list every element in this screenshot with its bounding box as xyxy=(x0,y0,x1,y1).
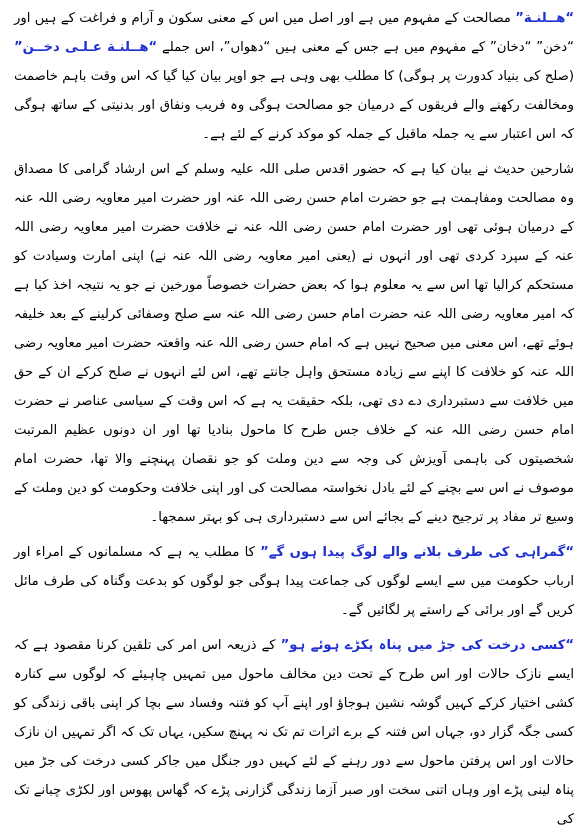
highlighted-term: “هــلنـة” xyxy=(515,11,574,26)
paragraph-text: مصالحت کے مفہوم میں ہے اور اصل میں اس کے معنی سکون و آرام و فراغت کے ہیں اور “دخن” “دخان” کے مفہوم میں ہے جس کے معنی ہیں “دھواں”، اس جملے xyxy=(14,11,574,55)
highlighted-term: “کسی درخت کی جڑ میں پناہ پکڑے ہوئے ہو” xyxy=(280,638,575,653)
paragraph-3 xyxy=(14,538,574,625)
paragraph-text: کا مطلب یہ ہے کہ مسلمانوں کے امراء اور ارباب حکومت میں سے ایسے لوگوں کی جماعت پیدا ہوگی جو لوگوں کو بدعت وگناہ کی طرف مائل کریں گے اور برائی کے راستے پر لگائیں گے۔ xyxy=(14,545,574,618)
paragraph-text: شارحین حدیث نے بیان کیا ہے کہ حضور اقدس صلی اللہ علیہ وسلم کے اس ارشاد گرامی کا مصداق وہ مصالحت ومفاہمت ہے جو حضرت امام حسن رضی اللہ عنہ اور حضرت امیر معاویہ رضی اللہ عنہ کے درمیان ہوئی تھی اور حضرت امام حسن رضی اللہ عنہ نے خلافت حضرت امیر معاویہ رضی اللہ عنہ کے سپرد کردی تھی اور انہوں نے (یعنی امیر معاویہ رضی اللہ عنہ نے) اپنی امارت وسیادت کو مستحکم کرالیا تھا اس سے یہ معلوم ہوا کہ بعض حضرات خصوصاً مورخین نے جو یہ نتیجہ اخذ کیا ہے کہ امیر معاویہ رضی اللہ عنہ حضرت امام حسن رضی اللہ عنہ سے صلح وصفائی کرلینے کے بعد خلیفہ ہوئے تھے، اس معنی میں صحیح نہیں ہے کہ امام حسن رضی اللہ عنہ واقعتہ حضرت امیر معاویہ رضی اللہ عنہ کو خلافت کا اپنے سے زیادہ مستحق واہل جانتے تھے، اس لئے انہوں نے صلح کرکے ان کے حق میں خلافت سے دستبرداری دے دی تھی، بلکہ حقیقت یہ ہے کہ اس وقت کے سیاسی عناصر نے حضرت امام حسن رضی اللہ عنہ کے خلاف جس طرح کا ماحول بنادیا تھا اور ان دونوں عظیم المرتبت شخصیتوں کی باہمی آویزش کی وجہ سے دین وملت کو جو نقصان پہنچنے والا تھا، حضرت امام موصوف نے اس سے بچنے کے لئے بادل نخواستہ مصالحت کی اور اپنی خلافت وحکومت کو دین وملت کے وسیع تر مفاد پر ترجیح دینے کے بجائے اس سے دستبرداری ہی کو بہتر سمجھا۔ xyxy=(14,162,574,525)
highlighted-term: “گمراہی کی طرف بلانے والے لوگ پیدا ہوں گے” xyxy=(260,545,574,560)
paragraph-4 xyxy=(14,631,574,834)
paragraph-2 xyxy=(14,155,574,532)
paragraph-text: کے ذریعہ اس امر کی تلقین کرنا مقصود ہے کہ ایسے نازک حالات اور اس طرح کے تحت دین مخالف ماحول میں تمہیں چاہیئے کہ لوگوں سے کنارہ کشی اختیار کرکے کہیں گوشہ نشین ہوجاؤ اور اپنے آپ کو فتنہ وفساد سے بچا کر اپنی باقی زندگی کو کسی جگہ گزار دو، جہاں اس فتنہ کے برے اثرات تم تک نہ پہنچ سکیں، یہاں تک کہ اگر تمہیں ان نازک حالات اور اس پرفتن ماحول سے دور رہنے کے لئے کہیں دور جنگل میں جاکر کسی درخت کی جڑ میں پناہ لینی پڑے اور وہاں اتنی سخت اور صبر آزما زندگی گزارنی پڑے کہ گھاس پھوس اور لکڑی چبانے تک کی xyxy=(14,638,574,827)
paragraph-text: (صلح کی بنیاد کدورت پر ہوگی) کا مطلب بھی وہی ہے جو اوپر بیان کیا گیا کہ اس وقت باہم خاصمت ومخالفت رکھنے والے فریقوں کے درمیان جو مصالحت ہوگی وہ فریب ونفاق اور بدنیتی کے ساتھ ہوگی کہ اس اعتبار سے یہ جملہ ماقبل کے جملہ کو موکد کرنے کے لئے ہے۔ xyxy=(14,69,574,142)
highlighted-term: “هــلنـة عـلـی دخــن” xyxy=(14,40,158,55)
paragraph-1 xyxy=(14,4,574,149)
